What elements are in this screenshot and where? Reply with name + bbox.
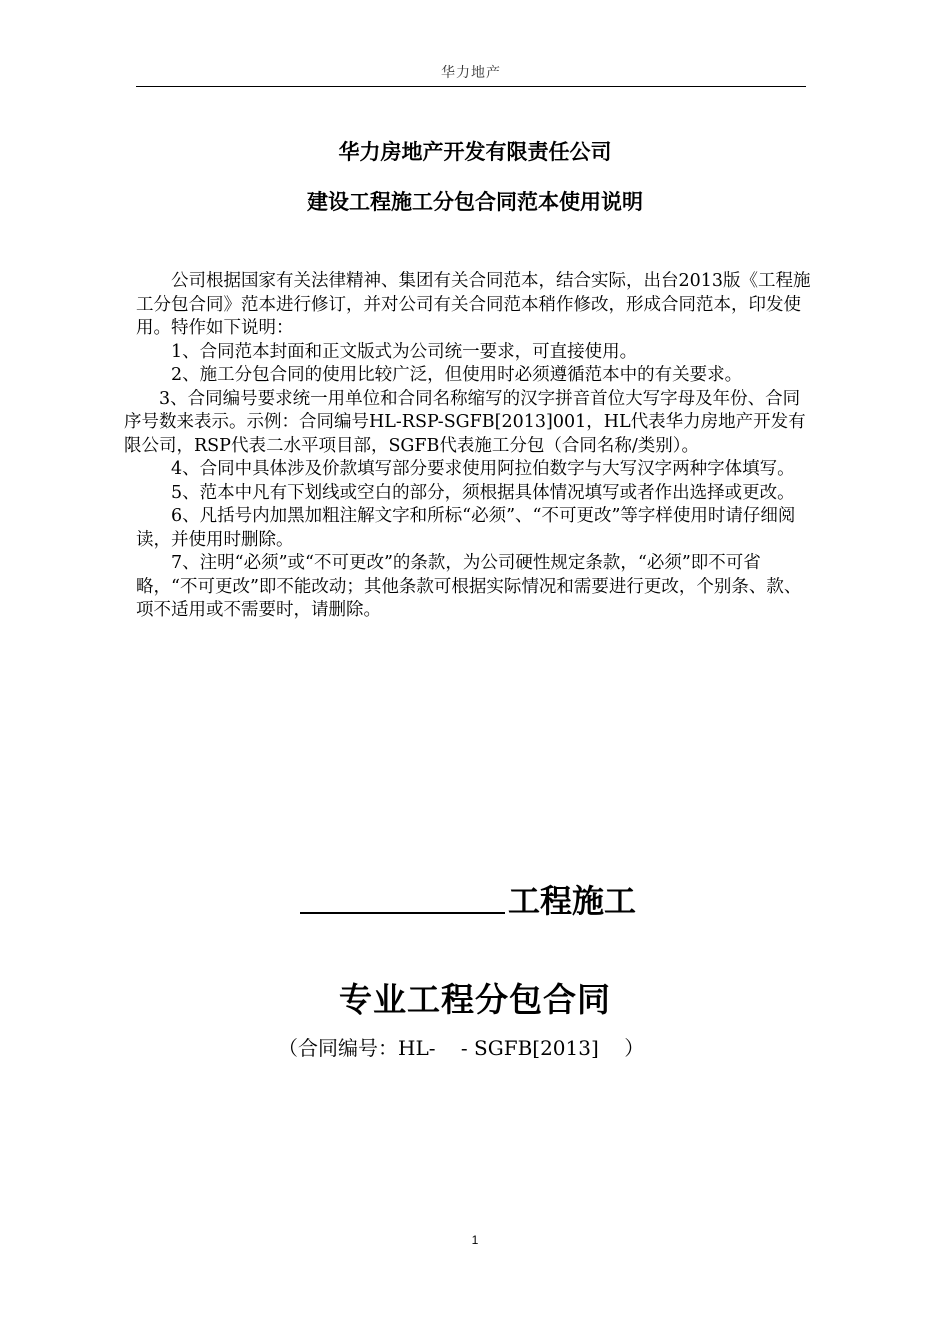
- instruction-item-7: 7、注明“必须”或“不可更改”的条款，为公司硬性规定条款，“必须”即不可省略，“不可更改”即不能改动；其他条款可根据实际情况和需要进行更改，个别条、款、项不适用或不需要时，请删除。: [136, 553, 802, 620]
- page-number: 1: [471, 1233, 479, 1247]
- instruction-item-3: 3、合同编号要求统一用单位和合同名称缩写的汉字拼音首位大写字母及年份、合同序号数来表示。示例：合同编号HL-RSP-SGFB[2013]001，HL代表华力房地产开发有限公司，RSP代表二水平项目部，SGFB代表施工分包（合同名称/类别）。: [124, 388, 806, 456]
- project-name-blank: [300, 912, 505, 914]
- project-label: 工程施工: [508, 882, 637, 920]
- project-name-line: [300, 876, 650, 922]
- instruction-item-6: 6、凡括号内加黑加粗注解文字和所标“必须”、“不可更改”等字样使用时请仔细阅读，并使用时删除。: [136, 506, 796, 550]
- instruction-item-2: 2、施工分包合同的使用比较广泛，但使用时必须遵循范本中的有关要求。: [171, 365, 743, 385]
- company-title: 华力房地产开发有限责任公司: [338, 140, 612, 164]
- instruction-item-4: 4、合同中具体涉及价款填写部分要求使用阿拉伯数字与大写汉字两种字体填写。: [171, 459, 795, 479]
- document-title: 建设工程施工分包合同范本使用说明: [307, 190, 643, 214]
- instructions-body: [124, 270, 812, 623]
- header-text: 华力地产: [441, 65, 501, 81]
- contract-number: （合同编号：HL- - SGFB[2013] ）: [278, 1036, 645, 1060]
- instruction-item-1: 1、合同范本封面和正文版式为公司统一要求，可直接使用。: [171, 341, 638, 362]
- contract-title: 专业工程分包合同: [339, 980, 611, 1019]
- intro-paragraph: 公司根据国家有关法律精神、集团有关合同范本，结合实际，出台2013版《工程施工分包合同》范本进行修订，并对公司有关合同范本稍作修改，形成合同范本，印发使用。特作如下说明：: [136, 271, 811, 338]
- instruction-item-5: 5、范本中凡有下划线或空白的部分，须根据具体情况填写或者作出选择或更改。: [171, 482, 795, 503]
- page-header: [136, 62, 806, 87]
